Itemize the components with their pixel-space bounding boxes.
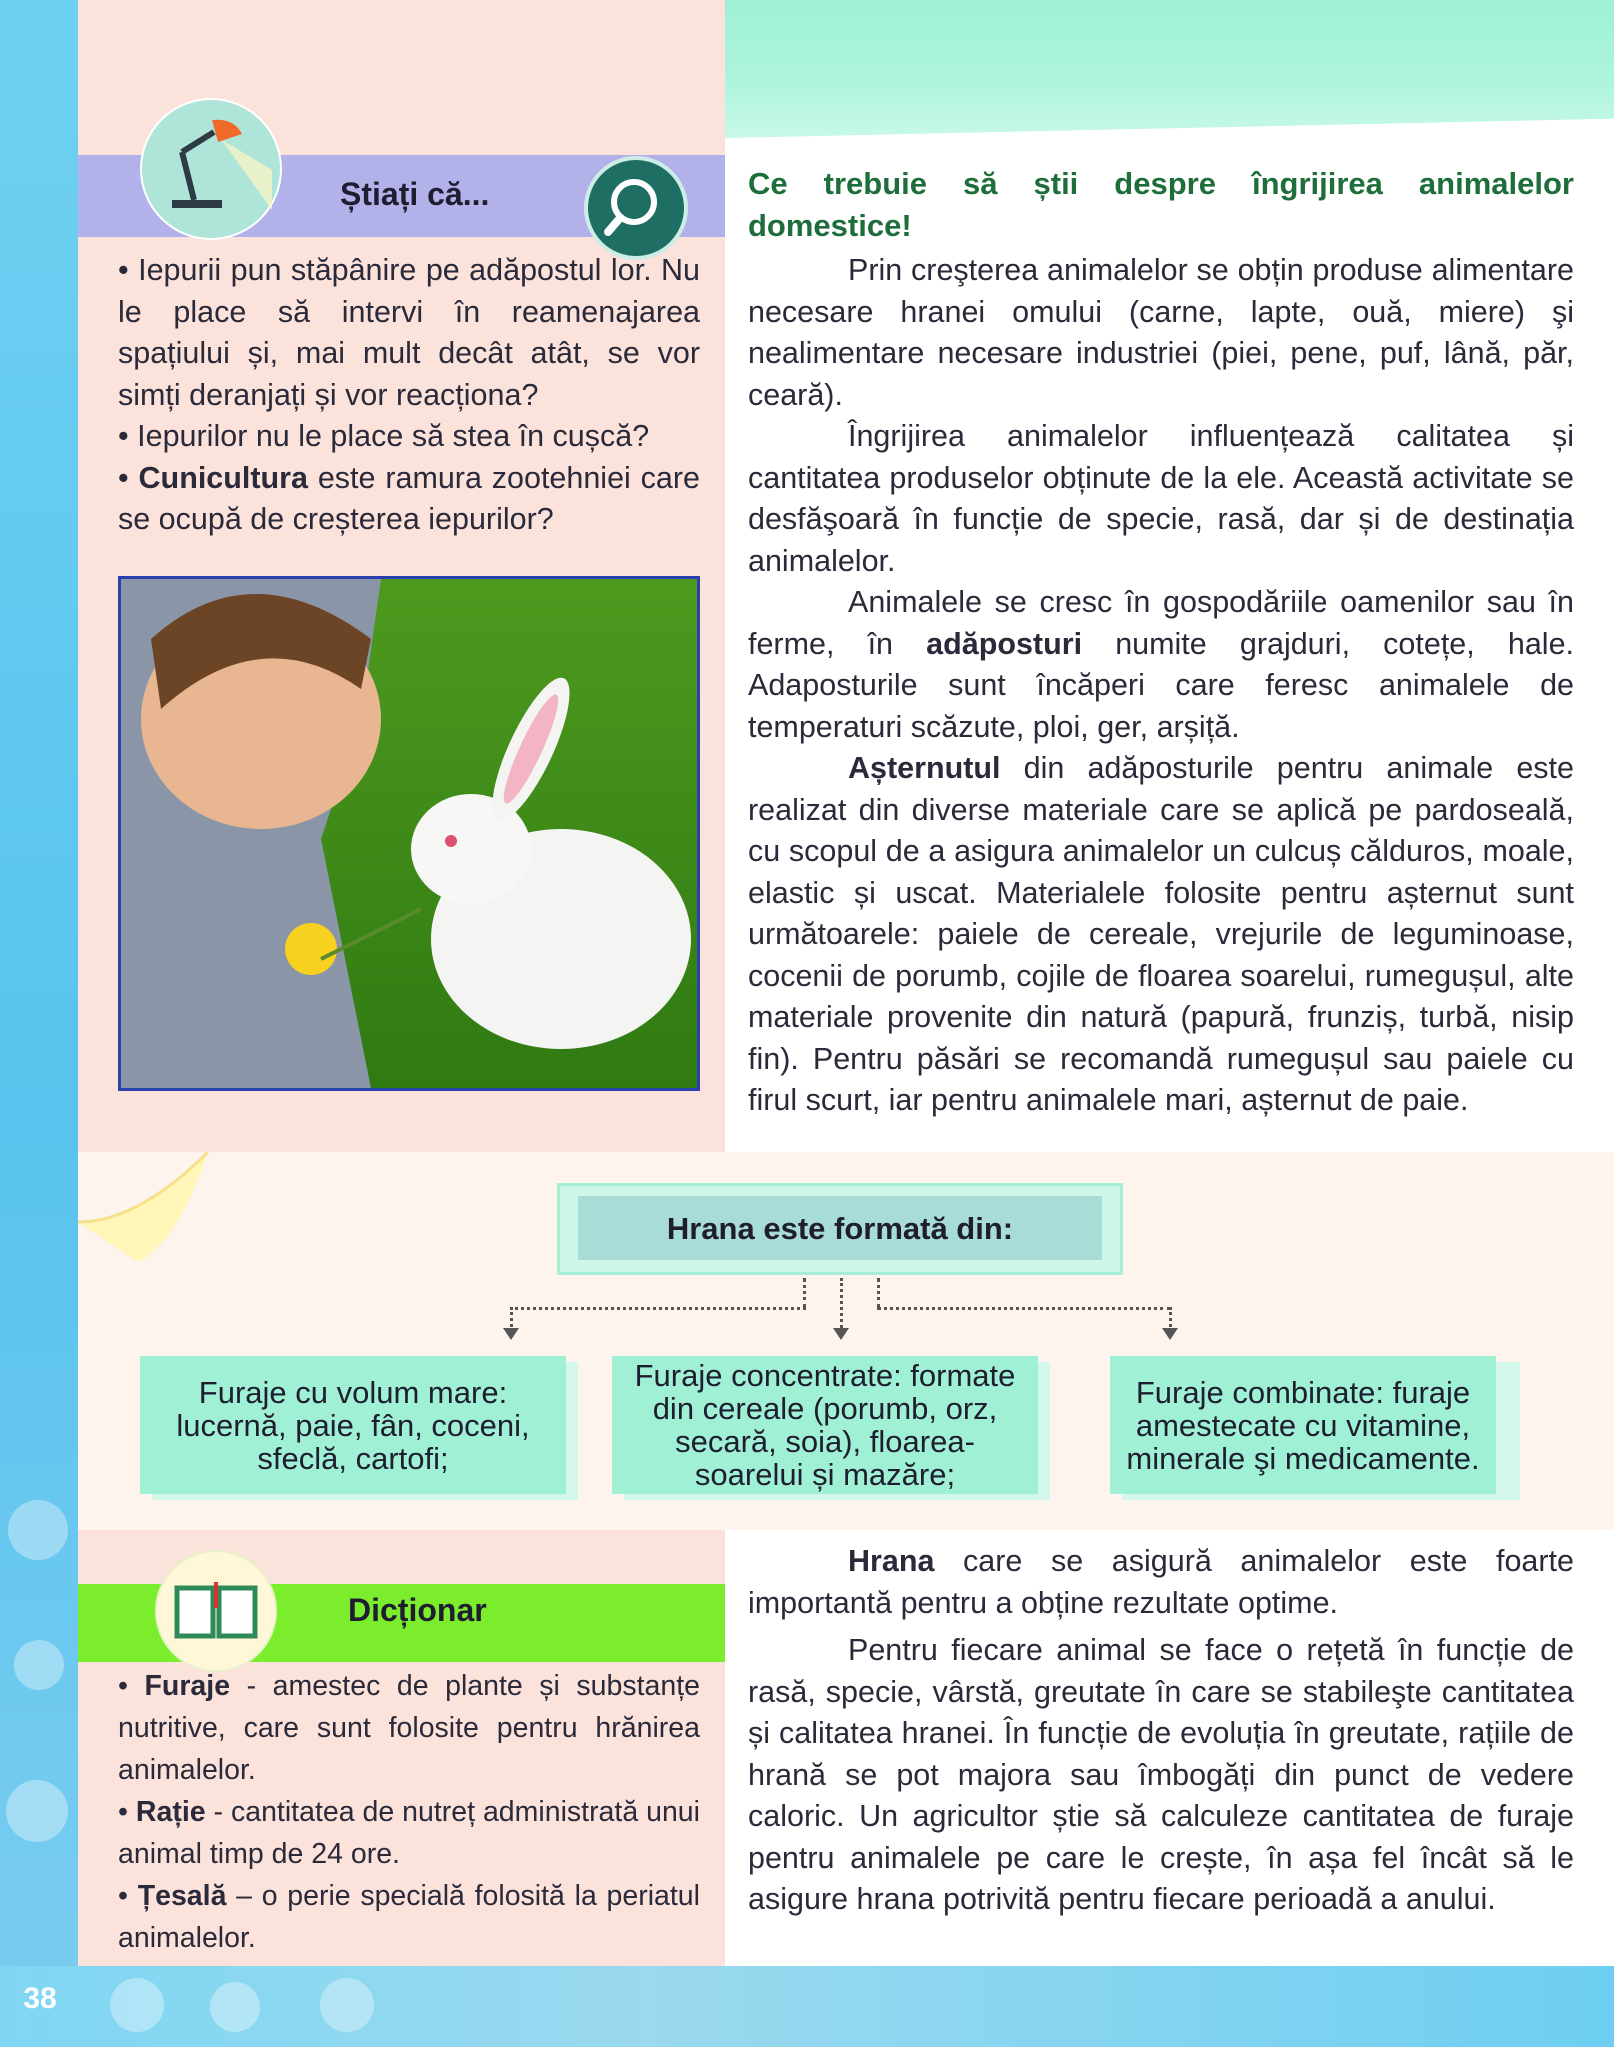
paragraph: Pentru fiecare animal se face o rețetă în funcție de rasă, specie, vârstă, greutate în care se stabileşte cantitatea și calitatea hranei. În funcție de evoluția în greutate, rațiile de hrană se pot majora sau îmbogăți din punct de vedere caloric. Un agricultor știe să calculeze cantitatea de furaje pentru animalele pe care le crește, în așa fel încât să le asigure hrana potrivită pentru fiecare perioadă a anului. (748, 1633, 1574, 1916)
pet-decoration (8, 1500, 68, 1560)
paragraph: Prin creşterea animalelor se obțin produse alimentare necesare hranei omului (carne, lapte, ouă, miere) şi nealimentare necesare industriei (piei, pene, puf, lână, păr, ceară). (748, 253, 1574, 412)
arrow-down-icon (1162, 1328, 1178, 1340)
feed-box-combinate: Furaje combinate: furaje amestecate cu vitamine, minerale şi medicamente. (1110, 1356, 1496, 1494)
boy-with-rabbit-photo (118, 576, 700, 1091)
desk-lamp-icon (140, 98, 282, 240)
dictionary-entry: • Rație - cantitatea de nutreț administrată unui animal timp de 24 ore. (118, 1796, 700, 1870)
pet-decoration (320, 1978, 374, 2032)
dictionary-entry: • Țesală – o perie specială folosită la periatul animalelor. (118, 1880, 700, 1954)
fact-item: • Iepurii pun stăpânire pe adăpostul lor. Nu le place să intervi în reamenajarea spațiului și, mai mult decât atât, se vor simți deranjați și vor reacționa? (118, 253, 700, 412)
dictionary-list (118, 1665, 700, 1959)
connector-line (510, 1307, 513, 1327)
connector-line (840, 1278, 843, 1328)
section-heading: Ce trebuie să știi despre îngrijirea animalelor domestice! (748, 166, 1574, 243)
connector-line (510, 1307, 806, 1310)
left-decorative-strip (0, 0, 78, 2047)
top-banner (725, 0, 1614, 138)
right-paragraphs (748, 250, 1574, 1122)
arrow-down-icon (833, 1328, 849, 1340)
facts-list (118, 250, 700, 541)
connector-line (803, 1278, 806, 1308)
fact-item: • Cunicultura este ramura zootehniei care se ocupă de creșterea iepurilor? (118, 460, 700, 536)
feed-box-volum-mare: Furaje cu volum mare: lucernă, paie, fân, coceni, sfeclă, cartofi; (140, 1356, 566, 1494)
page-curl-decoration (78, 1152, 218, 1282)
open-book-icon (155, 1550, 277, 1672)
pet-decoration (210, 1982, 260, 2032)
pet-decoration (6, 1780, 68, 1842)
pet-decoration (110, 1978, 164, 2032)
magnifier-icon (584, 156, 688, 260)
dictionary-entry: • Furaje - amestec de plante și substanțe nutritive, care sunt folosite pentru hrănirea animalelor. (118, 1670, 700, 1786)
paragraph: Hrana care se asigură animalelor este foarte importantă pentru a obține rezultate optime. (748, 1544, 1574, 1620)
page-number: 38 (23, 1982, 57, 2015)
connector-line (1169, 1307, 1172, 1327)
connector-line (877, 1307, 1171, 1310)
connector-line (877, 1278, 880, 1308)
feed-box-concentrate: Furaje concentrate: formate din cereale (porumb, orz, secară, soia), floarea-soarelui și mazăre; (612, 1356, 1038, 1494)
stiati-title: Știați că... (340, 176, 490, 212)
paragraph: Îngrijirea animalelor influențează calitatea și cantitatea produselor obținute de la ele. Această activitate se desfăşoară în funcție de specie, rasă, dar și de destinația animalelor. (748, 419, 1574, 578)
pet-decoration (14, 1640, 64, 1690)
fact-item: • Iepurilor nu le place să stea în cușcă? (118, 419, 650, 453)
bottom-paragraphs (748, 1541, 1574, 1927)
paragraph: Animalele se cresc în gospodăriile oamenilor sau în ferme, în adăposturi numite grajduri, cotețe, hale. Adaposturile sunt încăperi care feresc animalele de temperaturi scăzute, ploi, ger, arșiță. (748, 585, 1575, 744)
hrana-title: Hrana este formată din: (666, 1211, 1014, 1246)
dictionary-title: Dicționar (348, 1592, 487, 1628)
paragraph: Așternutul din adăposturile pentru animale este realizat din diverse materiale care se aplică pe pardoseală, cu scopul de a asigura animalelor un culcuș călduros, moale, elastic și uscat. Materialele folosite pentru așternut sunt următoarele: paiele de cereale, vrejurile de leguminoase, cocenii de porumb, cojile de floarea soarelui, rumegușul, alte materiale provenite din natură (papură, frunziș, turbă, nisip fin). Pentru păsări se recomandă rumegușul sau paiele cu firul scurt, iar pentru animalele mari, așternut de paie. (748, 751, 1574, 1117)
arrow-down-icon (503, 1328, 519, 1340)
